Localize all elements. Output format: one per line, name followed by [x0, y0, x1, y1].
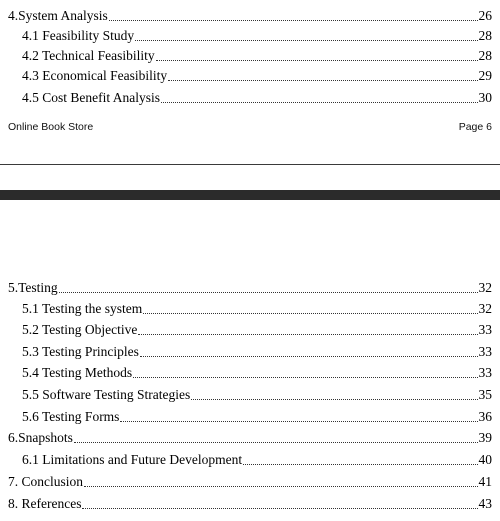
dot-leader [140, 356, 478, 357]
toc-entry-title: 5.Testing [8, 280, 58, 295]
toc-entry-title: 5.6 Testing Forms [22, 409, 120, 424]
dot-leader [84, 486, 477, 487]
toc-entry-page: 39 [478, 430, 492, 445]
page-separator-bar [0, 190, 500, 200]
toc-entry-feasibility-study[interactable] [22, 24, 492, 44]
toc-entry-references[interactable] [8, 492, 492, 512]
dot-leader [135, 40, 477, 41]
dot-leader [191, 399, 477, 400]
toc-entry-title: 4.1 Feasibility Study [22, 28, 135, 43]
toc-entry-page: 36 [478, 409, 492, 424]
toc-entry-snapshots[interactable] [8, 426, 492, 446]
page-bottom-border [0, 164, 500, 165]
toc-entry-cost-benefit-analysis[interactable] [22, 86, 492, 106]
toc-entry-economical-feasibility[interactable] [22, 64, 492, 84]
toc-entry-page: 35 [478, 387, 492, 402]
toc-entry-testing-the-system[interactable] [22, 297, 492, 317]
toc-entry-title: 7. Conclusion [8, 474, 84, 489]
dot-leader [59, 292, 478, 293]
toc-entry-page: 32 [478, 280, 492, 295]
toc-entry-title: 5.2 Testing Objective [22, 322, 138, 337]
toc-entry-testing-methods[interactable] [22, 361, 492, 381]
toc-entry-page: 30 [478, 90, 492, 105]
toc-entry-title: 6.1 Limitations and Future Development [22, 452, 243, 467]
toc-entry-page: 33 [478, 365, 492, 380]
dot-leader [74, 442, 478, 443]
toc-entry-page: 40 [478, 452, 492, 467]
toc-entry-page: 41 [478, 474, 492, 489]
toc-entry-limitations-future-development[interactable] [22, 448, 492, 468]
toc-entry-title: 5.1 Testing the system [22, 301, 143, 316]
toc-entry-page: 32 [478, 301, 492, 316]
toc-entry-title: 4.5 Cost Benefit Analysis [22, 90, 160, 105]
toc-entry-title: 6.Snapshots [8, 430, 73, 445]
toc-entry-system-analysis[interactable] [8, 4, 492, 24]
toc-entry-page: 33 [478, 344, 492, 359]
toc-entry-page: 43 [478, 496, 492, 511]
toc-entry-software-testing-strategies[interactable] [22, 383, 492, 403]
dot-leader [109, 20, 478, 21]
dot-leader [143, 313, 477, 314]
toc-entry-title: 4.2 Technical Feasibility [22, 48, 155, 63]
dot-leader [138, 334, 477, 335]
toc-entry-page: 28 [478, 48, 492, 63]
document-page-lower [0, 225, 500, 521]
dot-leader [82, 508, 477, 509]
toc-entry-page: 26 [478, 8, 492, 23]
toc-entry-title: 4.3 Economical Feasibility [22, 68, 168, 83]
footer-document-title: Online Book Store [8, 121, 94, 133]
toc-entry-technical-feasibility[interactable] [22, 44, 492, 64]
footer-page-number: Page 6 [458, 121, 492, 133]
dot-leader [168, 80, 477, 81]
toc-entry-title: 5.3 Testing Principles [22, 344, 139, 359]
toc-entry-page: 33 [478, 322, 492, 337]
toc-entry-testing[interactable] [8, 276, 492, 296]
toc-entry-testing-forms[interactable] [22, 405, 492, 425]
toc-entry-testing-principles[interactable] [22, 340, 492, 360]
toc-entry-title: 4.System Analysis [8, 8, 108, 23]
dot-leader [243, 464, 477, 465]
document-page-upper [0, 0, 500, 165]
toc-entry-testing-objective[interactable] [22, 318, 492, 338]
toc-entry-page: 28 [478, 28, 492, 43]
toc-entry-page: 29 [478, 68, 492, 83]
dot-leader [161, 102, 478, 103]
dot-leader [133, 377, 477, 378]
toc-entry-title: 8. References [8, 496, 82, 511]
dot-leader [120, 421, 477, 422]
toc-entry-title: 5.4 Testing Methods [22, 365, 133, 380]
toc-entry-conclusion[interactable] [8, 470, 492, 490]
dot-leader [156, 60, 478, 61]
toc-entry-title: 5.5 Software Testing Strategies [22, 387, 191, 402]
